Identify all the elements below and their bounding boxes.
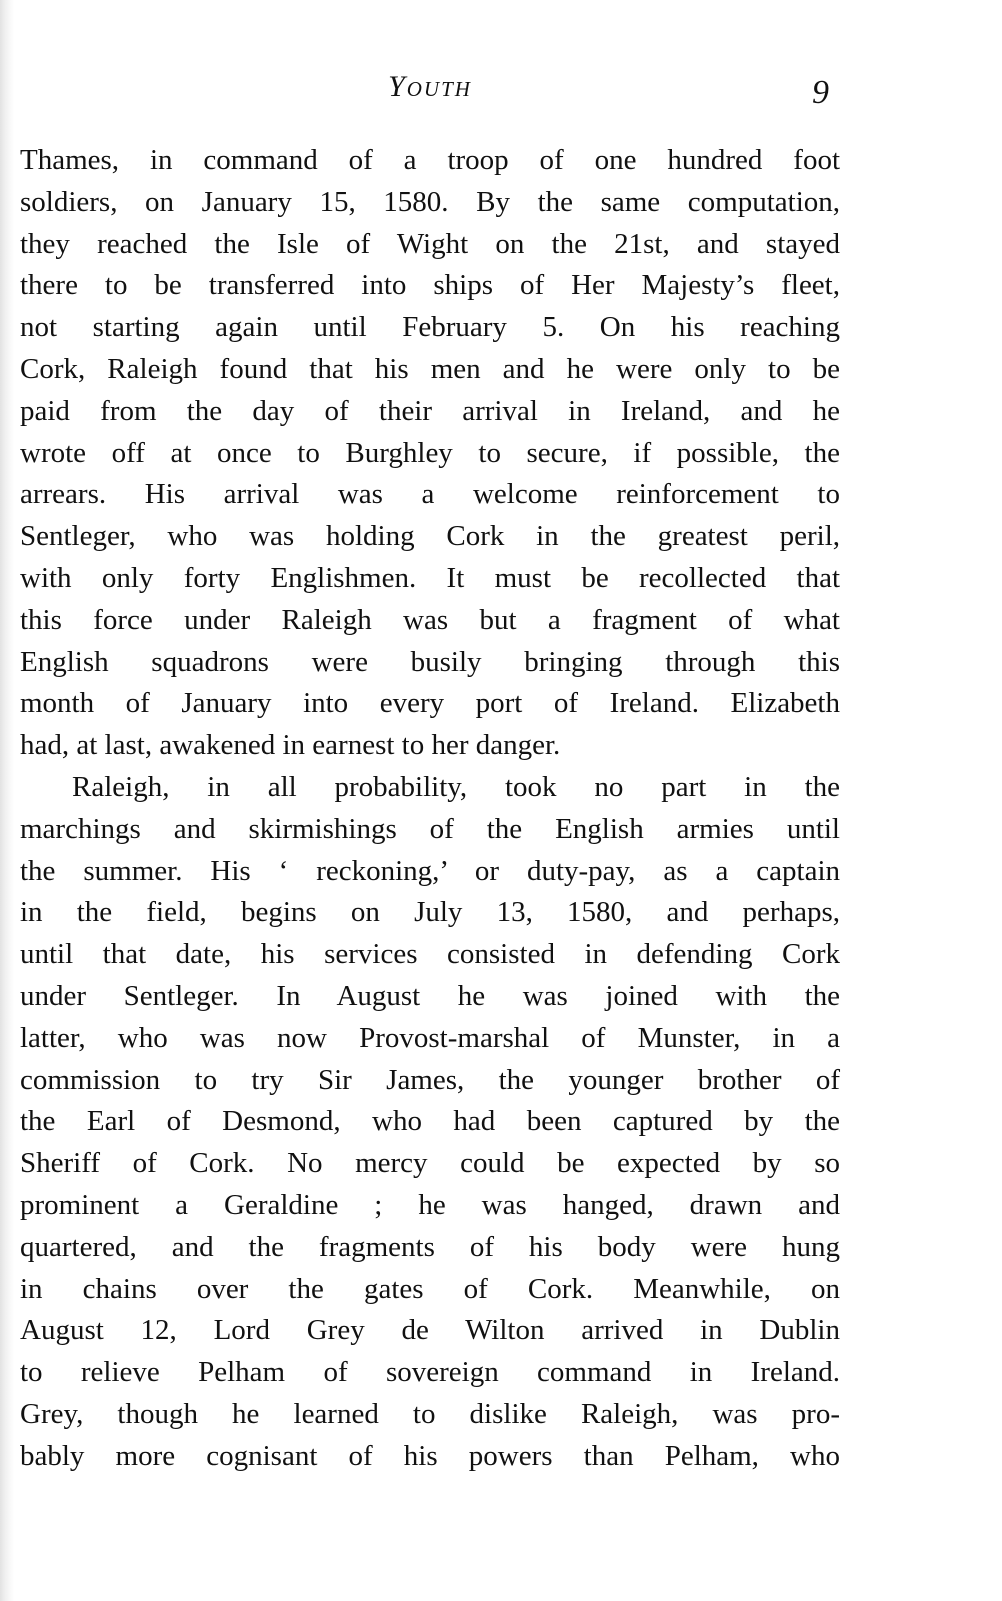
text-line: to relieve Pelham of sovereign command in Ireland.	[20, 1356, 840, 1389]
text-line: had, at last, awakened in earnest to her danger.	[20, 729, 561, 762]
text-line: under Sentleger. In August he was joined with the	[20, 979, 840, 1012]
text-line: in chains over the gates of Cork. Meanwhile, on	[20, 1272, 840, 1305]
text-line: latter, who was now Provost-marshal of Munster, in a	[20, 1021, 840, 1054]
text-line: August 12, Lord Grey de Wilton arrived in Dublin	[20, 1314, 840, 1347]
text-line: Grey, though he learned to dislike Raleigh, was pro-	[20, 1397, 840, 1430]
text-line: there to be transferred into ships of Her Majesty’s fleet,	[20, 269, 840, 302]
text-line: quartered, and the fragments of his body were hung	[20, 1230, 840, 1263]
running-title: Youth	[388, 70, 472, 103]
text-line: soldiers, on January 15, 1580. By the same computation,	[20, 185, 840, 218]
text-line: this force under Raleigh was but a fragment of what	[20, 603, 840, 636]
text-line: English squadrons were busily bringing through this	[20, 645, 840, 678]
text-line: commission to try Sir James, the younger brother of	[20, 1063, 840, 1096]
text-line: the summer. His ‘ reckoning,’ or duty-pay, as a captain	[20, 854, 840, 887]
text-line: arrears. His arrival was a welcome reinforcement to	[20, 478, 840, 511]
text-line: in the field, begins on July 13, 1580, and perhaps,	[20, 896, 840, 929]
text-line: prominent a Geraldine ; he was hanged, drawn and	[20, 1188, 840, 1221]
text-line: Sheriff of Cork. No mercy could be expected by so	[20, 1147, 840, 1180]
text-line: Sentleger, who was holding Cork in the greatest peril,	[20, 520, 840, 553]
binding-edge-shadow	[0, 0, 14, 1601]
text-line: paid from the day of their arrival in Ireland, and he	[20, 394, 840, 427]
text-line: marchings and skirmishings of the English armies until	[20, 812, 840, 845]
text-line: bably more cognisant of his powers than Pelham, who	[20, 1439, 840, 1472]
text-line: Cork, Raleigh found that his men and he were only to be	[20, 352, 840, 385]
text-line: they reached the Isle of Wight on the 21st, and stayed	[20, 227, 840, 260]
page-number: 9	[812, 74, 829, 111]
text-line: not starting again until February 5. On his reaching	[20, 311, 840, 344]
text-line: month of January into every port of Ireland. Elizabeth	[20, 687, 840, 720]
paragraph-first-line: Raleigh, in all probability, took no part in the	[72, 770, 840, 803]
text-line: Thames, in command of a troop of one hundred foot	[20, 144, 840, 176]
text-line: with only forty Englishmen. It must be recollected that	[20, 561, 840, 594]
body-text	[20, 140, 840, 1478]
text-line: the Earl of Desmond, who had been captured by the	[20, 1105, 840, 1138]
text-line: until that date, his services consisted in defending Cork	[20, 938, 840, 971]
text-line: wrote off at once to Burghley to secure, if possible, the	[20, 436, 840, 469]
